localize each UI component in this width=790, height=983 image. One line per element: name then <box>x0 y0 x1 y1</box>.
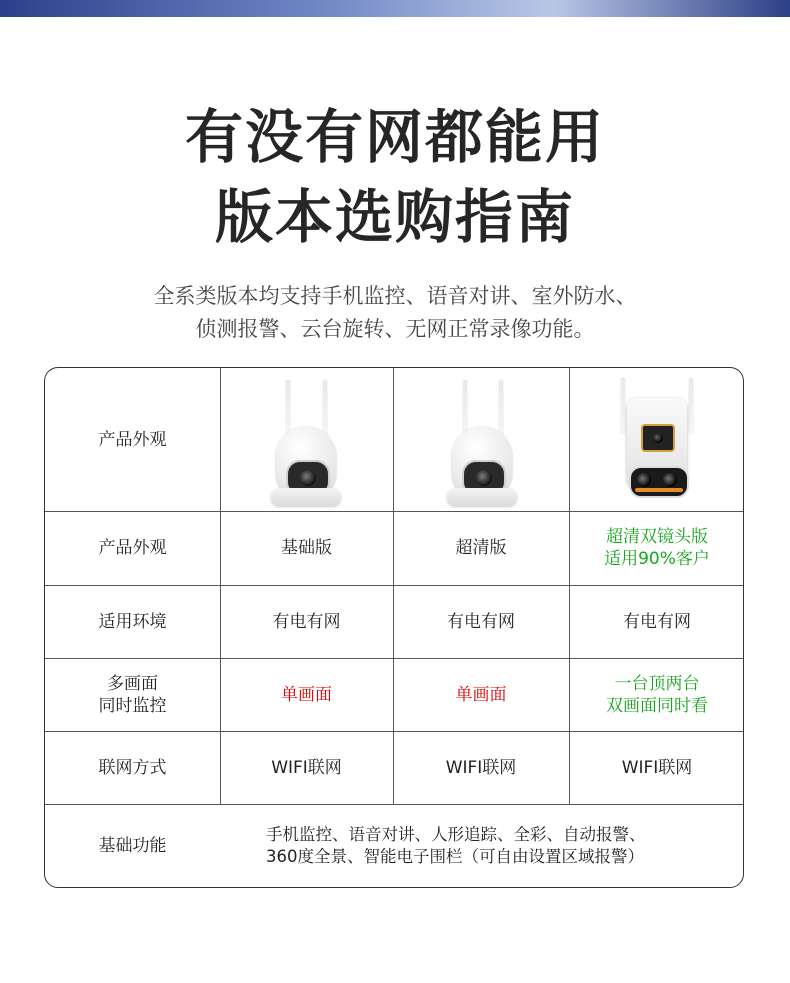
ptz-dome-camera-icon <box>220 368 393 511</box>
env-hd: 有电有网 <box>447 611 515 632</box>
multi-dual-lens-line1: 一台顶两台 <box>614 673 700 694</box>
network-hd: WIFI联网 <box>445 757 517 778</box>
network-basic: WIFI联网 <box>271 757 342 778</box>
features-text-line1: 手机监控、语音对讲、人形追踪、全彩、自动报警、 <box>266 825 646 844</box>
row-label-features: 基础功能 <box>98 836 167 856</box>
version-basic: 基础版 <box>281 538 332 558</box>
network-dual-lens: WIFI联网 <box>621 757 693 778</box>
row-label-multi-screen <box>45 658 220 731</box>
subtitle-line1: 全系类版本均支持手机监控、语音对讲、室外防水、 <box>153 284 637 308</box>
version-hd: 超清版 <box>455 538 507 558</box>
version-dual-lens <box>569 511 744 585</box>
version-dual-lens-name: 超清双镜头版 <box>606 527 708 547</box>
headline-line2: 版本选购指南 <box>214 183 575 251</box>
headline-line1: 有没有网都能用 <box>184 103 605 171</box>
multi-dual-lens <box>569 658 744 731</box>
row-label-multi-screen-line2: 同时监控 <box>98 695 167 716</box>
ptz-dome-camera-icon <box>393 368 569 511</box>
version-dual-lens-note: 适用90%客户 <box>604 549 710 569</box>
row-label-environment: 适用环境 <box>98 611 167 632</box>
top-banner <box>0 0 790 17</box>
row-label-network: 联网方式 <box>98 757 167 778</box>
row-label-appearance: 产品外观 <box>98 429 167 450</box>
multi-hd: 单画面 <box>455 684 507 705</box>
subtitle <box>0 280 790 346</box>
subtitle-line2: 侦测报警、云台旋转、无网正常录像功能。 <box>195 317 595 341</box>
row-label-version: 产品外观 <box>98 538 167 558</box>
env-dual-lens: 有电有网 <box>623 611 691 632</box>
features-text-line2: 360度全景、智能电子围栏（可自由设置区域报警） <box>266 847 644 866</box>
row-label-multi-screen-line1: 多画面 <box>107 673 158 694</box>
comparison-table <box>44 367 744 888</box>
multi-basic: 单画面 <box>281 684 332 705</box>
multi-dual-lens-line2: 双画面同时看 <box>606 695 708 716</box>
features-text <box>220 804 744 888</box>
dual-lens-camera-icon <box>569 368 744 511</box>
env-basic: 有电有网 <box>272 611 341 632</box>
